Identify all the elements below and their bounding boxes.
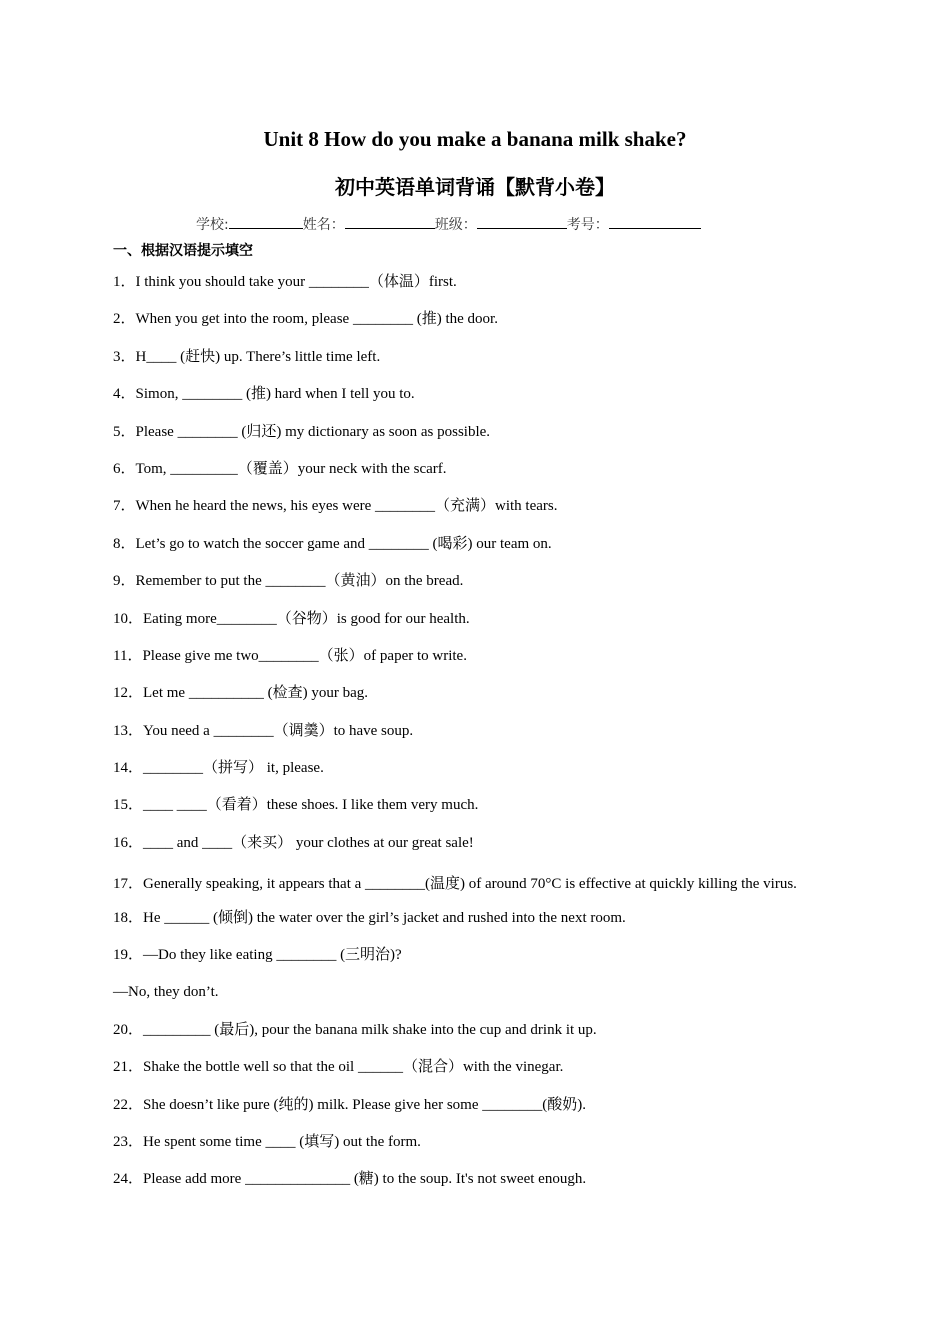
exam-no-label: 考号： bbox=[566, 217, 609, 233]
question-item bbox=[113, 904, 843, 941]
question-number: 7． bbox=[113, 498, 136, 515]
question-text: Simon, ________ (推) hard when I tell you to. bbox=[135, 386, 415, 403]
question-number: 21． bbox=[113, 1059, 144, 1076]
question-item bbox=[113, 492, 843, 529]
question-text: Tom, _________（覆盖）your neck with the scarf. bbox=[135, 460, 447, 477]
question-item bbox=[113, 1053, 843, 1090]
question-text: Please ________ (归还) my dictionary as soon as possible. bbox=[135, 423, 491, 440]
question-number: 22． bbox=[113, 1096, 144, 1113]
question-number: 18． bbox=[113, 909, 144, 926]
question-item bbox=[113, 1091, 843, 1128]
class-blank[interactable] bbox=[477, 214, 567, 229]
question-item bbox=[113, 605, 843, 642]
school-field bbox=[196, 214, 303, 236]
class-label: 班级： bbox=[434, 217, 477, 233]
page-subtitle: 初中英语单词背诵【默背小卷】 bbox=[335, 175, 615, 199]
question-item bbox=[113, 791, 843, 828]
question-number: 5． bbox=[113, 423, 136, 440]
question-text: _________ (最后), pour the banana milk shake into the cup and drink it up. bbox=[143, 1021, 597, 1038]
school-blank[interactable] bbox=[229, 214, 303, 229]
question-number: 23． bbox=[113, 1134, 144, 1150]
class-field bbox=[435, 214, 567, 236]
question-text: ____ ____（看着）these shoes. I like them very much. bbox=[143, 797, 479, 814]
question-text: When you get into the room, please ________ (推) the door. bbox=[135, 311, 498, 328]
section-heading: 一、根据汉语提示填空 bbox=[113, 243, 253, 259]
school-label: 学校: bbox=[196, 217, 229, 233]
question-item bbox=[113, 455, 843, 492]
question-text: I think you should take your ________（体温）first. bbox=[135, 274, 457, 290]
question-text: Eating more________（谷物）is good for our health. bbox=[143, 610, 470, 627]
question-number: 3． bbox=[113, 348, 136, 365]
question-item bbox=[113, 1128, 843, 1165]
answer-line bbox=[113, 978, 843, 1015]
question-item bbox=[113, 380, 843, 417]
exam-no-blank[interactable] bbox=[609, 214, 701, 229]
question-number: 17． bbox=[113, 876, 144, 893]
question-item bbox=[113, 754, 843, 791]
question-number: 2． bbox=[113, 311, 136, 328]
question-text: H____ (赶快) up. There’s little time left. bbox=[135, 348, 381, 365]
question-text: Shake the bottle well so that the oil ______（混合）with the vinegar. bbox=[143, 1059, 564, 1076]
name-blank[interactable] bbox=[345, 214, 435, 229]
question-number: 19． bbox=[113, 947, 144, 964]
question-text: When he heard the news, his eyes were ________（充满）with tears. bbox=[135, 498, 558, 515]
question-text: ____ and ____（来买） your clothes at our great sale! bbox=[143, 834, 474, 851]
question-number: 20． bbox=[113, 1021, 144, 1038]
question-number: 14． bbox=[113, 760, 144, 777]
question-text: Please add more ______________ (糖) to the soup. It's not sweet enough. bbox=[143, 1171, 587, 1188]
page-title: Unit 8 How do you make a banana milk shake? bbox=[263, 127, 687, 151]
question-text: Please give me two________（张）of paper to write. bbox=[142, 647, 467, 664]
question-item bbox=[113, 829, 843, 866]
question-item bbox=[113, 530, 843, 567]
question-item bbox=[113, 866, 843, 903]
question-text: Let me __________ (检查) your bag. bbox=[143, 685, 368, 702]
question-text: He spent some time ____ (填写) out the form. bbox=[143, 1134, 421, 1150]
question-item bbox=[113, 567, 843, 604]
question-text: She doesn’t like pure (纯的) milk. Please give her some ________(酸奶). bbox=[143, 1096, 586, 1113]
question-number: 11． bbox=[113, 647, 143, 664]
exam-no-field bbox=[567, 214, 701, 236]
question-item bbox=[113, 717, 843, 754]
question-item bbox=[113, 1165, 843, 1202]
name-label: 姓名： bbox=[302, 217, 345, 233]
question-item bbox=[113, 418, 843, 455]
question-text: —Do they like eating ________ (三明治)? bbox=[143, 947, 402, 964]
question-number: 6． bbox=[113, 460, 136, 477]
question-number: 15． bbox=[113, 797, 144, 814]
question-text: —No, they don’t. bbox=[113, 984, 219, 1001]
question-number: 4． bbox=[113, 386, 136, 403]
question-number: 10． bbox=[113, 610, 144, 627]
question-number: 12． bbox=[113, 685, 144, 702]
question-text: ________（拼写） it, please. bbox=[143, 760, 324, 777]
question-text: Remember to put the ________（黄油）on the bread. bbox=[135, 573, 464, 590]
question-number: 13． bbox=[113, 722, 144, 739]
student-info-line bbox=[196, 214, 701, 236]
question-text: Let’s go to watch the soccer game and ________ (喝彩) our team on. bbox=[135, 535, 552, 552]
question-text: Generally speaking, it appears that a ________(温度) of around 70°C is effective at quickly killing the virus. bbox=[143, 876, 797, 893]
question-number: 24． bbox=[113, 1171, 144, 1188]
question-item bbox=[113, 679, 843, 716]
question-text: He ______ (倾倒) the water over the girl’s jacket and rushed into the next room. bbox=[143, 909, 626, 926]
question-item bbox=[113, 343, 843, 380]
question-text: You need a ________（调羹）to have soup. bbox=[143, 722, 414, 739]
question-number: 16． bbox=[113, 834, 144, 851]
question-item bbox=[113, 941, 843, 978]
question-item bbox=[113, 1016, 843, 1053]
question-number: 1． bbox=[113, 274, 136, 290]
question-list bbox=[113, 268, 843, 1203]
question-number: 9． bbox=[113, 573, 136, 590]
question-item bbox=[113, 642, 843, 679]
name-field bbox=[303, 214, 435, 236]
question-item bbox=[113, 268, 843, 305]
question-number: 8． bbox=[113, 535, 136, 552]
question-item bbox=[113, 305, 843, 342]
